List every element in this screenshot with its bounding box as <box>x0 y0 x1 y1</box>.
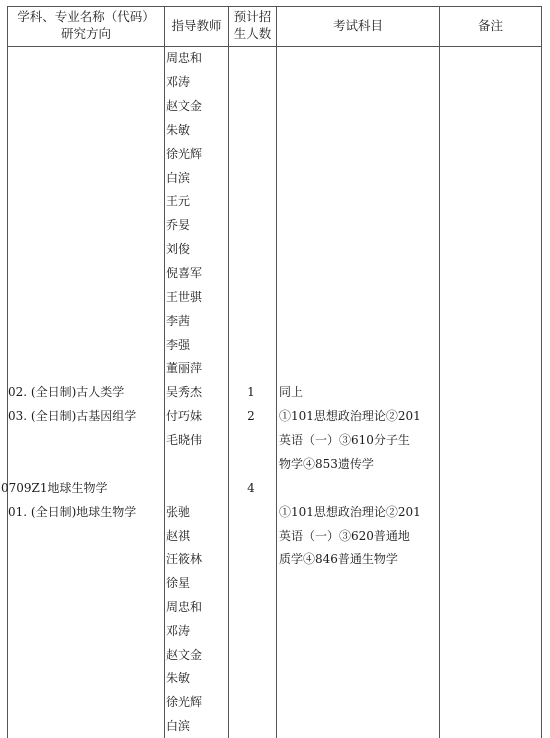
exam-subjects-line: 英语（一）③610分子生 <box>279 433 410 447</box>
exam-subjects-line: 质学④846普通生物学 <box>279 552 398 566</box>
table-left-border <box>7 6 8 738</box>
research-direction: 03. (全日制)古基因组学 <box>8 409 137 423</box>
teacher-name: 董丽萍 <box>166 361 203 375</box>
teacher-name: 白滨 <box>166 719 191 733</box>
col-divider-2 <box>228 6 229 738</box>
teacher-name: 邓涛 <box>166 624 191 638</box>
header-bottom-border <box>7 46 541 47</box>
teacher-name: 邓涛 <box>166 75 191 89</box>
teacher-name: 汪筱林 <box>166 552 203 566</box>
header-enrollment-line1: 预计招 <box>233 9 272 24</box>
teacher-name: 乔妟 <box>166 218 191 232</box>
teacher-name: 倪喜军 <box>166 266 203 280</box>
table-right-border <box>541 6 542 738</box>
teacher-name: 王元 <box>166 194 191 208</box>
teacher-name: 李强 <box>166 338 191 352</box>
research-direction: 02. (全日制)古人类学 <box>8 385 125 399</box>
teacher-name: 徐光辉 <box>166 147 203 161</box>
teacher-name: 赵文金 <box>166 648 203 662</box>
table-top-border <box>7 6 541 7</box>
teacher-name: 白滨 <box>166 171 191 185</box>
enrollment-count: 1 <box>247 385 255 399</box>
header-enrollment <box>229 8 276 42</box>
teacher-name: 赵祺 <box>166 529 191 543</box>
enrollment-count: 4 <box>247 481 255 495</box>
teacher-name: 周忠和 <box>166 51 203 65</box>
header-major-line1: 学科、专业名称（代码） <box>17 9 155 24</box>
exam-subjects-line: ①101思想政治理论②201 <box>279 409 421 423</box>
teacher-name: 李茜 <box>166 314 191 328</box>
header-exam-subjects: 考试科目 <box>332 18 383 33</box>
header-major <box>8 8 164 42</box>
exam-subjects: 同上 <box>279 385 304 399</box>
teacher-name: 王世骐 <box>166 290 203 304</box>
header-advisor: 指导教师 <box>171 18 222 33</box>
col-divider-4 <box>439 6 440 738</box>
teacher-name: 毛晓伟 <box>166 433 203 447</box>
discipline-code: 0709Z1地球生物学 <box>1 481 108 495</box>
col-divider-1 <box>164 6 165 738</box>
teacher-name: 刘俊 <box>166 242 191 256</box>
teacher-name: 赵文金 <box>166 99 203 113</box>
exam-subjects-line: ①101思想政治理论②201 <box>279 505 421 519</box>
teacher-name: 徐光辉 <box>166 695 203 709</box>
col-divider-3 <box>276 6 277 738</box>
teacher-name: 周忠和 <box>166 600 203 614</box>
teacher-name: 朱敏 <box>166 671 191 685</box>
header-major-line2: 研究方向 <box>60 26 111 41</box>
teacher-name: 朱敏 <box>166 123 191 137</box>
teacher-name: 张驰 <box>166 505 191 519</box>
enrollment-count: 2 <box>247 409 255 423</box>
research-direction: 01. (全日制)地球生物学 <box>8 505 137 519</box>
exam-subjects-line: 物学④853遗传学 <box>279 457 374 471</box>
exam-subjects-line: 英语（一）③620普通地 <box>279 529 410 543</box>
header-enrollment-line2: 生人数 <box>233 26 272 41</box>
teacher-name: 付巧妹 <box>166 409 203 423</box>
teacher-name: 吴秀杰 <box>166 385 203 399</box>
teacher-name: 徐星 <box>166 576 191 590</box>
header-remarks: 备注 <box>477 18 503 33</box>
